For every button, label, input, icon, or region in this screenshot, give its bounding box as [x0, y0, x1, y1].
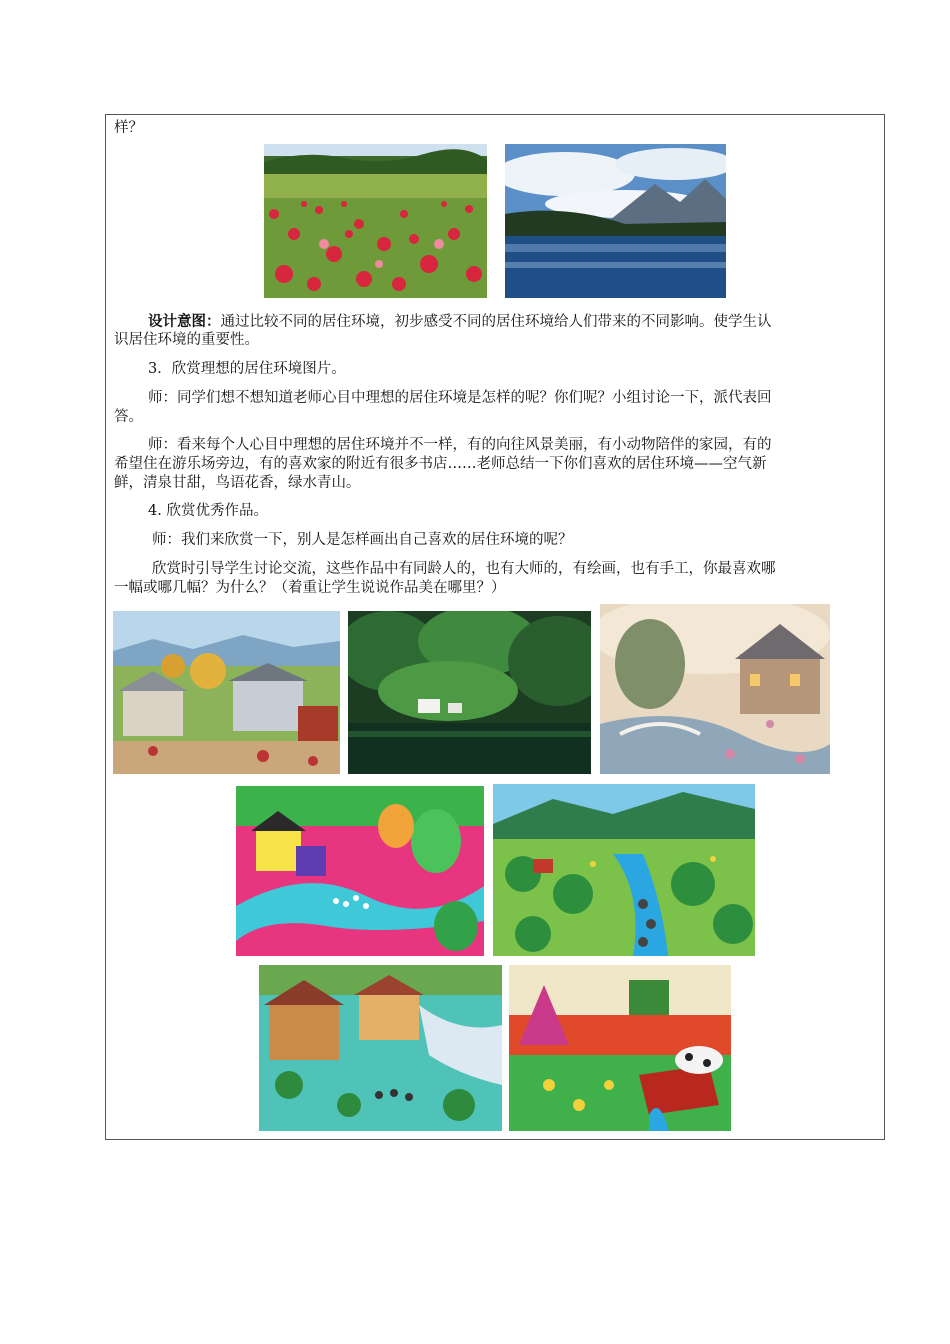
teacher-question-line2: 答。 — [114, 409, 143, 425]
mountain-lake-photo — [505, 144, 726, 298]
guide-line2: 一幅或哪几幅？为什么？（着重让学生说说作品美在哪里？） — [114, 580, 506, 596]
riverside-village-child-painting — [259, 965, 502, 1131]
step-3-heading: 3．欣赏理想的居住环境图片。 — [148, 361, 346, 377]
step-4-heading: 4. 欣赏优秀作品。 — [148, 503, 268, 519]
teacher-prompt: 师：我们来欣赏一下，别人是怎样画出自己喜欢的居住环境的呢？ — [152, 532, 573, 548]
mountain-stream-child-painting — [493, 784, 755, 956]
poppy-field-photo — [264, 144, 487, 298]
cottage-canal-painting — [600, 604, 830, 774]
colorful-village-child-painting — [236, 786, 484, 956]
farm-cow-child-painting — [509, 965, 731, 1131]
carry-over-text: 样？ — [114, 120, 143, 136]
teacher-question-line1: 师：同学们想不想知道老师心目中理想的居住环境是怎样的呢？你们呢？小组讨论一下，派代表回 — [148, 390, 772, 406]
teacher-summary-line1: 师：看来每个人心目中理想的居住环境并不一样，有的向往风景美丽，有小动物陪伴的家园，有的 — [148, 437, 772, 453]
design-intent-line2: 识居住环境的重要性。 — [114, 332, 259, 348]
guide-line1: 欣赏时引导学生讨论交流，这些作品中有同龄人的，也有大师的，有绘画，也有手工，你最喜欢哪 — [152, 561, 776, 577]
design-intent-line1 — [148, 312, 772, 332]
design-intent-text: 通过比较不同的居住环境，初步感受不同的居住环境给人们带来的不同影响。使学生认 — [220, 314, 772, 330]
teacher-summary-line2: 希望住在游乐场旁边，有的喜欢家的附近有很多书店……老师总结一下你们喜欢的居住环境——空气新 — [114, 456, 767, 472]
folk-village-painting — [113, 611, 340, 774]
green-forest-painting — [348, 611, 591, 774]
design-intent-label: 设计意图： — [148, 313, 221, 330]
teacher-summary-line3: 鲜，清泉甘甜，鸟语花香，绿水青山。 — [114, 475, 361, 491]
